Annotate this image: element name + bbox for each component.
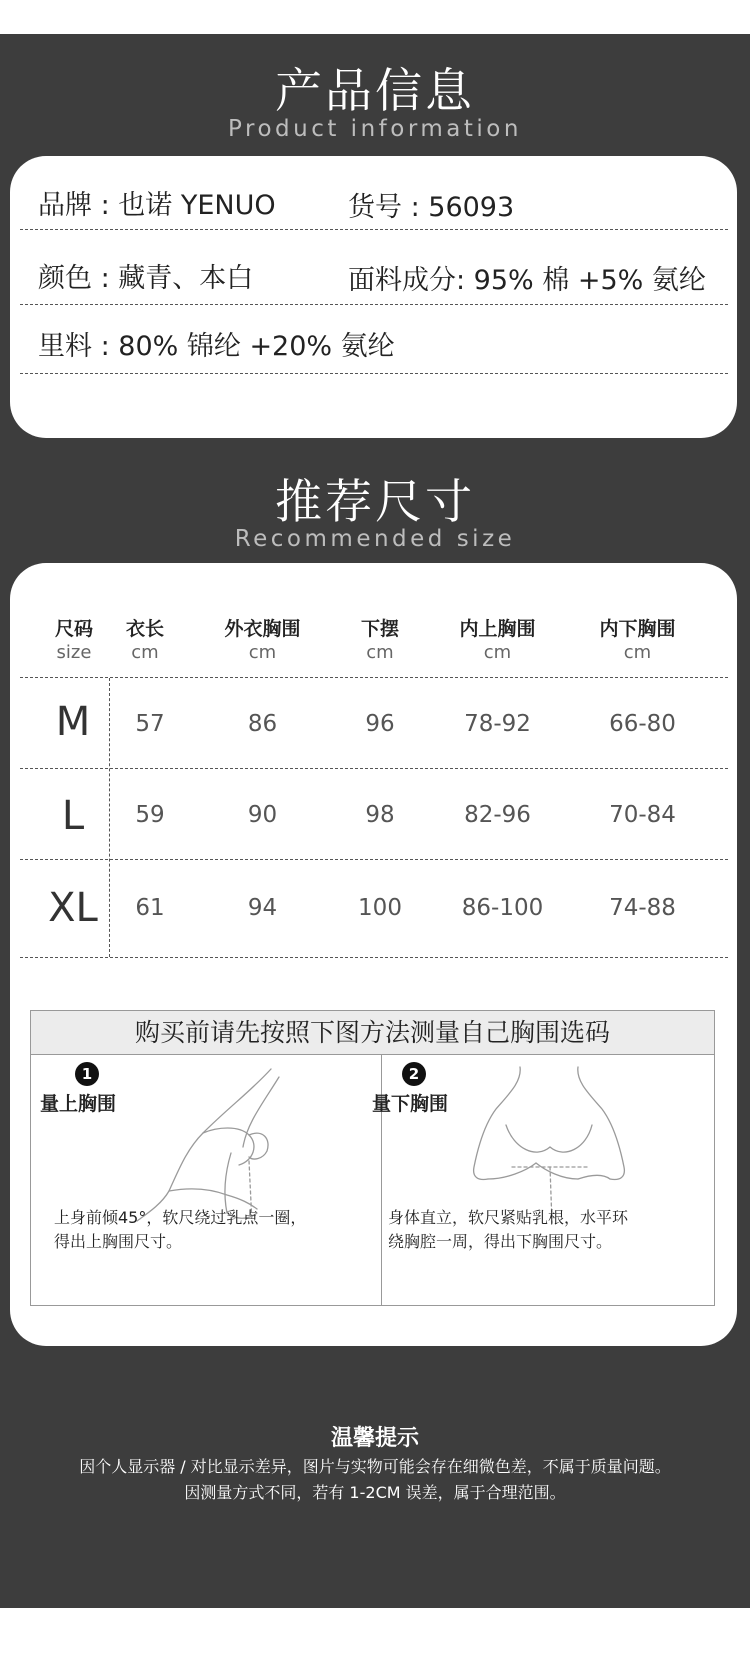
table-cell: 96: [365, 711, 395, 737]
table-cell: 74-88: [609, 895, 676, 921]
divider: [20, 229, 728, 230]
product-info-title: 产品信息: [275, 64, 475, 119]
step-description: 上身前倾45°，软尺绕过乳点一圈， 得出上胸围尺寸。: [54, 1208, 307, 1251]
fabric-field: 面料成分: 95% 棉 +5% 氨纶: [348, 265, 706, 296]
header-under-bust: 内下胸围 cm: [599, 618, 676, 663]
upper-bust-illustration: [131, 1063, 311, 1228]
notice-line: 因个人显示器 / 对比显示差异，图片与实物可能会存在细微色差，不属于质量问题。: [79, 1457, 671, 1476]
header-length: 衣长 cm: [125, 618, 164, 663]
step-label: 量下胸围: [372, 1093, 449, 1115]
header-hem: 下摆 cm: [360, 618, 399, 663]
size-label: M: [55, 699, 91, 745]
table-cell: 57: [135, 711, 165, 737]
size-label: XL: [48, 885, 98, 931]
lining-field: 里料 : 80% 锦纶 +20% 氨纶: [38, 331, 395, 362]
size-label: L: [61, 793, 85, 839]
step-number-badge: 1: [75, 1062, 99, 1086]
table-cell: 86-100: [461, 895, 544, 921]
table-cell: 98: [365, 802, 395, 828]
table-cell: 86: [247, 711, 278, 737]
step-number-badge: 2: [402, 1062, 426, 1086]
divider: [20, 859, 728, 860]
table-cell: 94: [247, 895, 278, 921]
brand-field: 品牌 : 也诺 YENUO: [38, 190, 276, 221]
size-title: 推荐尺寸: [275, 475, 475, 530]
table-cell: 100: [358, 895, 402, 921]
notice-title: 温馨提示: [330, 1425, 419, 1451]
divider: [20, 957, 728, 958]
color-field: 颜色 : 藏青、本白: [38, 263, 254, 294]
header-upper-bust: 内上胸围 cm: [459, 618, 536, 663]
header-size: 尺码 size: [54, 618, 93, 663]
divider: [20, 373, 728, 374]
step-label: 量上胸围: [40, 1093, 117, 1115]
step-description: 身体直立，软尺紧贴乳根，水平环 绕胸腔一周，得出下胸围尺寸。: [388, 1208, 629, 1251]
under-bust-illustration: [466, 1063, 636, 1228]
divider: [20, 304, 728, 305]
table-cell: 90: [247, 802, 278, 828]
item-number-field: 货号 : 56093: [348, 192, 515, 223]
table-cell: 70-84: [609, 802, 676, 828]
divider: [20, 677, 728, 678]
table-cell: 82-96: [464, 802, 531, 828]
size-subtitle: Recommended size: [234, 526, 516, 552]
measure-guide-heading: 购买前请先按照下图方法测量自己胸围选码: [31, 1011, 714, 1055]
header-outer-chest: 外衣胸围 cm: [224, 618, 301, 663]
table-cell: 78-92: [464, 711, 531, 737]
product-info-subtitle: Product information: [228, 116, 522, 142]
table-cell: 61: [135, 895, 165, 921]
divider: [20, 768, 728, 769]
table-cell: 66-80: [609, 711, 676, 737]
table-cell: 59: [135, 802, 165, 828]
notice-line: 因测量方式不同，若有 1-2CM 误差，属于合理范围。: [184, 1483, 566, 1502]
measure-guide: [30, 1010, 715, 1306]
